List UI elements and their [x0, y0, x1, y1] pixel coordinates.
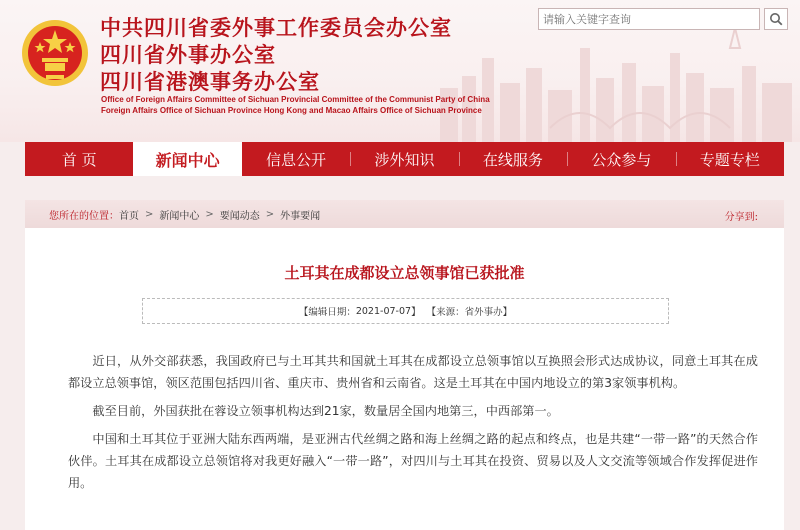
- nav-item-news-center[interactable]: 新闻中心: [133, 142, 241, 176]
- search-icon: [769, 12, 783, 26]
- article-paragraph: 截至目前，外国获批在蓉设立领事机构达到21家，数量居全国内地第三，中西部第一。: [92, 404, 559, 418]
- breadcrumb-news-updates[interactable]: 要闻动态: [219, 210, 260, 222]
- breadcrumb-foreign-news[interactable]: 外事要闻: [280, 210, 321, 222]
- date-close: 】: [411, 307, 421, 318]
- national-emblem-icon: [20, 18, 90, 88]
- article-title: 土耳其在成都设立总领事馆已获批准: [284, 264, 525, 282]
- breadcrumb-news-center[interactable]: 新闻中心: [159, 210, 200, 222]
- source-label: 【来源：: [426, 307, 465, 318]
- article-paragraph: 近日，从外交部获悉，我国政府已与土耳其共和国就土耳其在成都设立总领事馆以互换照会形式达成协议，同意土耳其在成都设立总领事馆，领区范围包括四川省、重庆市、贵州省和云南省。这是土耳其在中国内地设立的第3家领事机构。: [68, 354, 758, 390]
- city-skyline-decoration: [430, 28, 800, 142]
- site-title-line2: 四川省外事办公室: [100, 43, 276, 67]
- nav-item-foreign-knowledge[interactable]: 涉外知识: [350, 142, 458, 176]
- article-meta: [142, 298, 669, 324]
- breadcrumb-separator: >: [265, 208, 275, 220]
- site-title-line1: 中共四川省委外事工作委员会办公室: [100, 16, 452, 40]
- source-close: 】: [502, 307, 513, 318]
- nav-item-public-participation[interactable]: 公众参与: [567, 142, 675, 176]
- nav-item-online-service[interactable]: 在线服务: [459, 142, 567, 176]
- article-paragraph: 中国和土耳其位于亚洲大陆东西两端，是亚洲古代丝绸之路和海上丝绸之路的起点和终点，也是共建“一带一路”的天然合作伙伴。土耳其在成都设立总领馆将对我更好融入“一带一路”，对四川与土耳其在投资、贸易以及人文交流等领域合作发挥促进作用。: [68, 432, 758, 490]
- date-label: 【编辑日期：: [298, 307, 356, 318]
- source-value: 省外事办: [464, 307, 503, 318]
- breadcrumb: [25, 200, 784, 228]
- breadcrumb-home[interactable]: 首页: [119, 210, 139, 222]
- breadcrumb-separator: >: [145, 208, 154, 220]
- article-container: [25, 200, 784, 530]
- article-body: [68, 350, 758, 500]
- site-title-line3: 四川省港澳事务办公室: [100, 70, 320, 94]
- search-button[interactable]: [764, 8, 788, 30]
- nav-item-home[interactable]: 首 页: [61, 150, 97, 169]
- date-value: 2021-07-07: [355, 305, 412, 317]
- nav-item-special-topics[interactable]: 专题专栏: [676, 142, 784, 176]
- site-subtitle-line1: Office of Foreign Affairs Committee of Sichuan Provincial Committee of the Communist Party of China: [101, 95, 490, 104]
- site-header: [0, 0, 800, 142]
- search-input[interactable]: [538, 8, 760, 30]
- site-subtitle-line2: Foreign Affairs Office of Sichuan Province Hong Kong and Macao Affairs Office of Sichuan Province: [101, 106, 482, 115]
- breadcrumb-separator: >: [205, 208, 214, 220]
- nav-item-info-disclosure[interactable]: 信息公开: [266, 150, 327, 169]
- share-label[interactable]: 分享到:: [724, 212, 758, 223]
- breadcrumb-label: 您所在的位置：: [49, 210, 119, 222]
- main-nav: [25, 142, 784, 176]
